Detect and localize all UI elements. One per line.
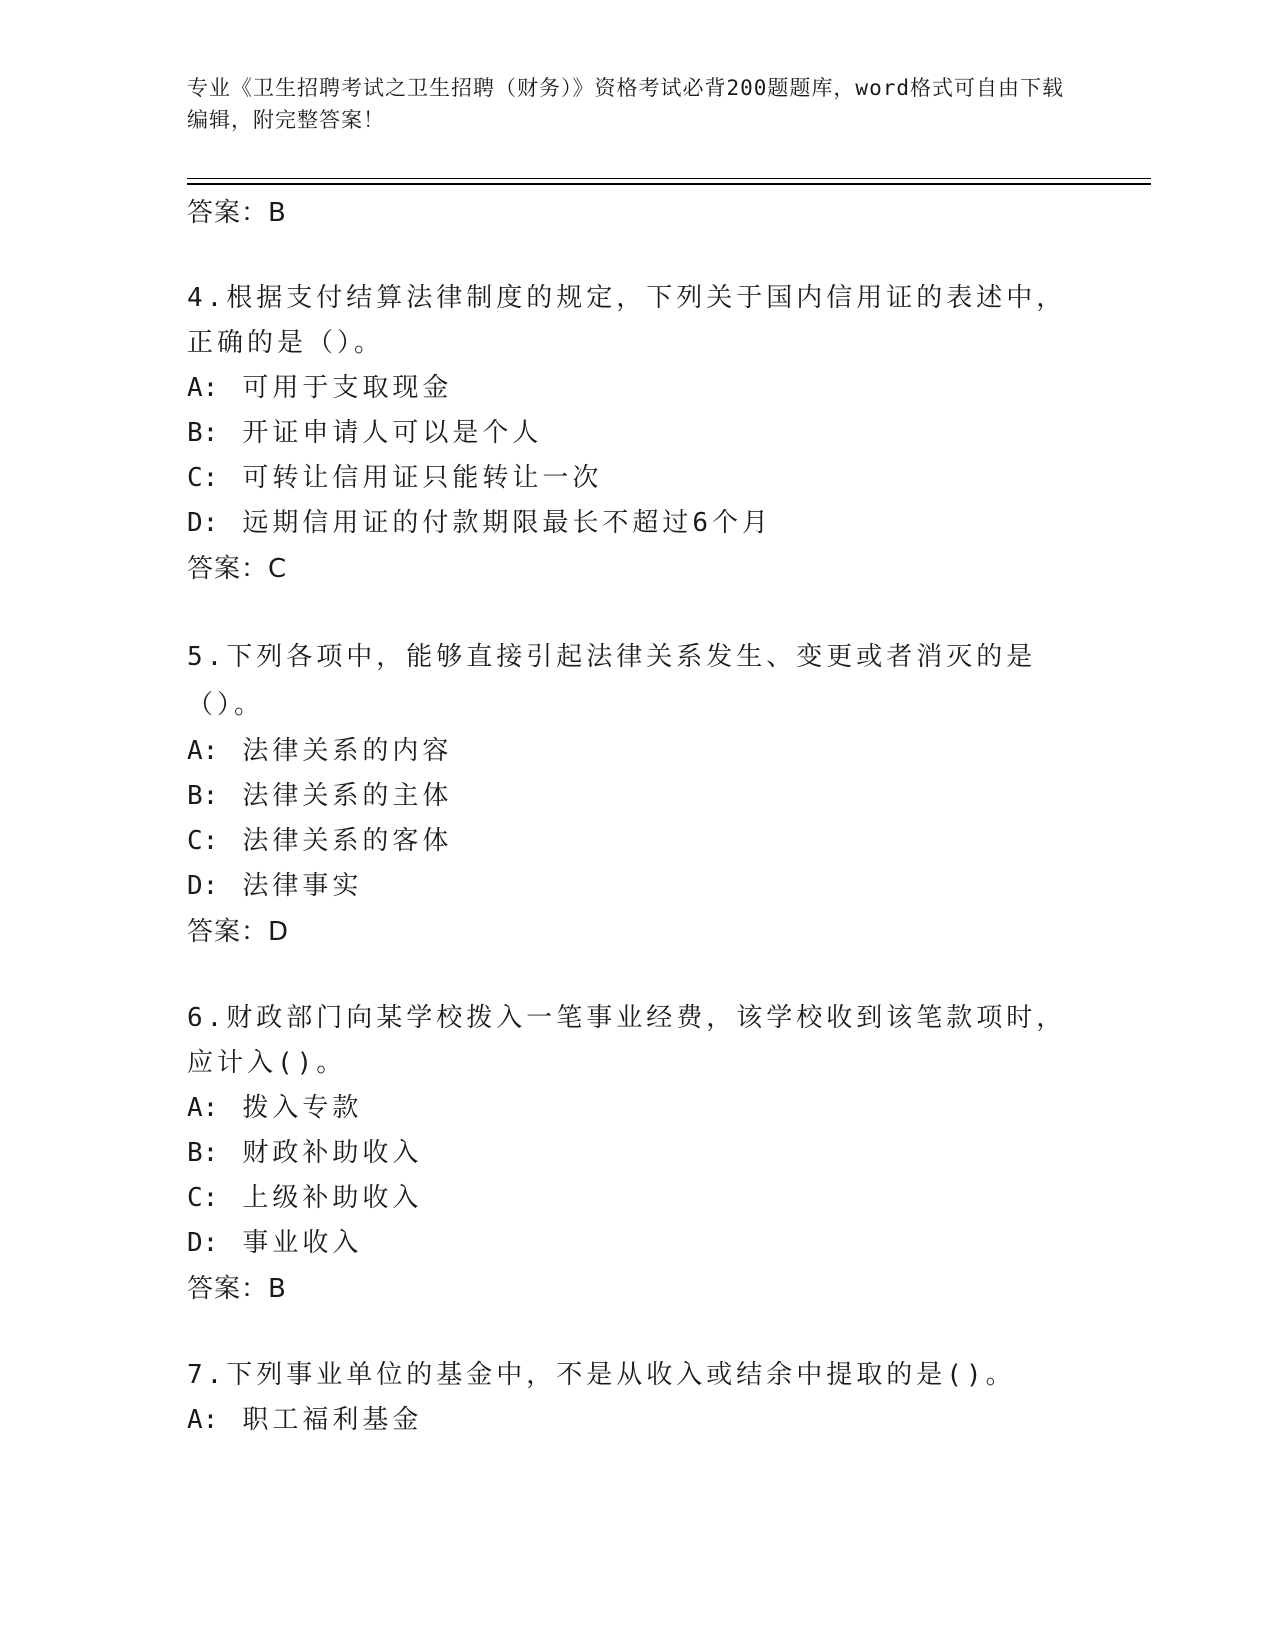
option-text: 法律关系的主体 <box>242 781 453 811</box>
answer-line: 答案：B <box>187 1274 287 1304</box>
question-text: 6.财政部门向某学校拨入一笔事业经费，该学校收到该笔款项时，应计入()。 <box>187 1003 1067 1078</box>
option-text: 法律事实 <box>242 871 363 901</box>
option-c <box>187 819 1087 864</box>
option-letter: D: <box>187 1228 219 1258</box>
option-text: 可用于支取现金 <box>242 373 453 403</box>
option-text: 事业收入 <box>242 1228 363 1258</box>
option-letter: C: <box>187 463 219 493</box>
question-text: 5.下列各项中，能够直接引起法律关系发生、变更或者消灭的是（）。 <box>187 642 1037 720</box>
option-d <box>187 864 1087 909</box>
option-letter: B: <box>187 1138 219 1168</box>
question-text: 4.根据支付结算法律制度的规定，下列关于国内信用证的表述中，正确的是（）。 <box>187 283 1067 358</box>
option-c <box>187 456 1087 501</box>
header-text: 专业《卫生招聘考试之卫生招聘（财务）》资格考试必背200题题库，word格式可自由下载编辑，附完整答案！ <box>187 76 1064 132</box>
option-text: 拨入专款 <box>242 1093 363 1123</box>
option-text: 职工福利基金 <box>242 1405 423 1435</box>
option-text: 远期信用证的付款期限最长不超过6个月 <box>242 508 772 538</box>
option-a <box>187 729 1087 774</box>
question-list <box>187 190 1087 1484</box>
question-text: 7.下列事业单位的基金中，不是从收入或结余中提取的是()。 <box>187 1360 1016 1390</box>
option-letter: D: <box>187 871 219 901</box>
option-b <box>187 1131 1087 1176</box>
option-letter: D: <box>187 508 219 538</box>
question-block <box>187 996 1087 1312</box>
option-a <box>187 1086 1087 1131</box>
header-divider <box>187 178 1151 179</box>
option-text: 法律关系的客体 <box>242 826 453 856</box>
option-letter: A: <box>187 1093 219 1123</box>
option-d <box>187 501 1087 546</box>
option-letter: B: <box>187 418 219 448</box>
option-b <box>187 774 1087 819</box>
option-letter: A: <box>187 736 219 766</box>
header-divider-thick <box>187 183 1151 185</box>
option-d <box>187 1221 1087 1266</box>
option-letter: C: <box>187 1183 219 1213</box>
option-letter: C: <box>187 826 219 856</box>
page-header <box>187 72 1067 136</box>
option-c <box>187 1176 1087 1221</box>
answer-line: 答案：B <box>187 198 287 228</box>
option-text: 法律关系的内容 <box>242 736 453 766</box>
option-text: 开证申请人可以是个人 <box>242 418 543 448</box>
question-block <box>187 276 1087 592</box>
option-letter: B: <box>187 781 219 811</box>
option-text: 可转让信用证只能转让一次 <box>242 463 603 493</box>
question-block <box>187 633 1087 955</box>
option-letter: A: <box>187 1405 219 1435</box>
option-b <box>187 411 1087 456</box>
option-text: 财政补助收入 <box>242 1138 423 1168</box>
answer-line: 答案：D <box>187 917 290 947</box>
option-a <box>187 366 1087 411</box>
answer-line: 答案：C <box>187 554 288 584</box>
question-block <box>187 1353 1087 1443</box>
option-letter: A: <box>187 373 219 403</box>
option-text: 上级补助收入 <box>242 1183 423 1213</box>
option-a <box>187 1398 1087 1443</box>
